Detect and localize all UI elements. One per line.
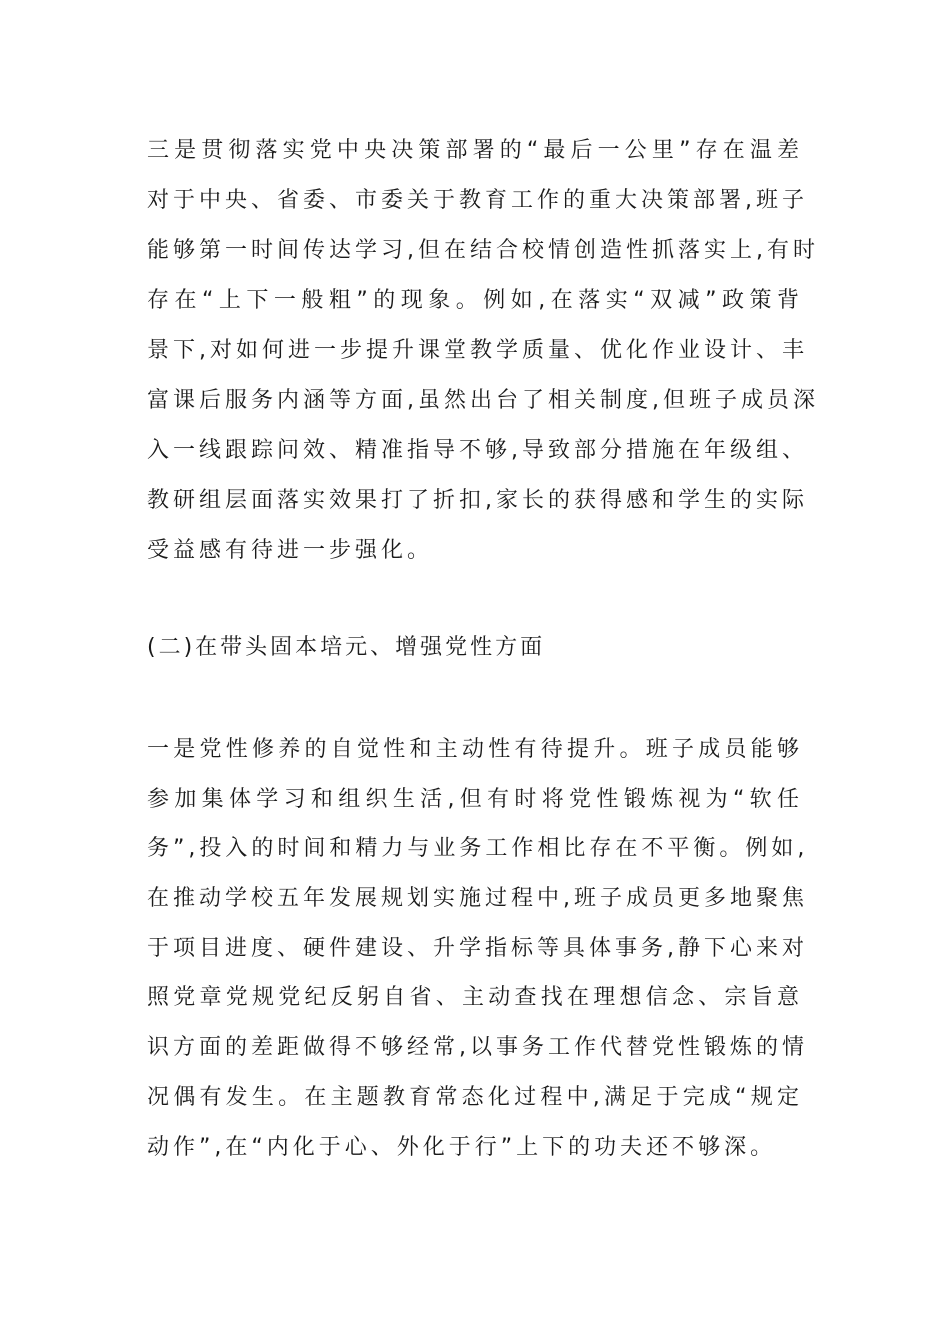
text-line: 参加集体学习和组织生活,但有时将党性锻炼视为“软任 bbox=[147, 787, 803, 812]
text-line: 存在“上下一般粗”的现象。例如,在落实“双减”政策背 bbox=[147, 288, 803, 313]
text-line: 一是党性修养的自觉性和主动性有待提升。班子成员能够 bbox=[147, 737, 803, 762]
text-line: 入一线跟踪问效、精准指导不够,导致部分措施在年级组、 bbox=[147, 438, 808, 463]
text-line: 教研组层面落实效果打了折扣,家长的获得感和学生的实际 bbox=[147, 488, 808, 513]
text-line: 对于中央、省委、市委关于教育工作的重大决策部署,班子 bbox=[147, 188, 808, 213]
text-line: 富课后服务内涵等方面,虽然出台了相关制度,但班子成员深 bbox=[147, 388, 819, 413]
text-line: 照党章党规党纪反躬自省、主动查找在理想信念、宗旨意 bbox=[147, 985, 803, 1010]
text-line: 务”,投入的时间和精力与业务工作相比存在不平衡。例如, bbox=[147, 836, 809, 861]
text-line: 受益感有待进一步强化。 bbox=[147, 538, 434, 563]
section-heading-two: (二)在带头固本培元、增强党性方面 bbox=[147, 635, 546, 660]
text-line: 识方面的差距做得不够经常,以事务工作代替党性锻炼的情 bbox=[147, 1035, 808, 1060]
text-line: 况偶有发生。在主题教育常态化过程中,满足于完成“规定 bbox=[147, 1085, 803, 1110]
text-line: 三是贯彻落实党中央决策部署的“最后一公里”存在温差 bbox=[147, 138, 803, 163]
text-line: 在推动学校五年发展规划实施过程中,班子成员更多地聚焦 bbox=[147, 886, 808, 911]
text-line: 动作”,在“内化于心、外化于行”上下的功夫还不够深。 bbox=[147, 1135, 777, 1160]
text-line: 于项目进度、硬件建设、升学指标等具体事务,静下心来对 bbox=[147, 936, 808, 961]
text-line: 景下,对如何进一步提升课堂教学质量、优化作业设计、丰 bbox=[147, 338, 808, 363]
text-line: 能够第一时间传达学习,但在结合校情创造性抓落实上,有时 bbox=[147, 238, 819, 263]
